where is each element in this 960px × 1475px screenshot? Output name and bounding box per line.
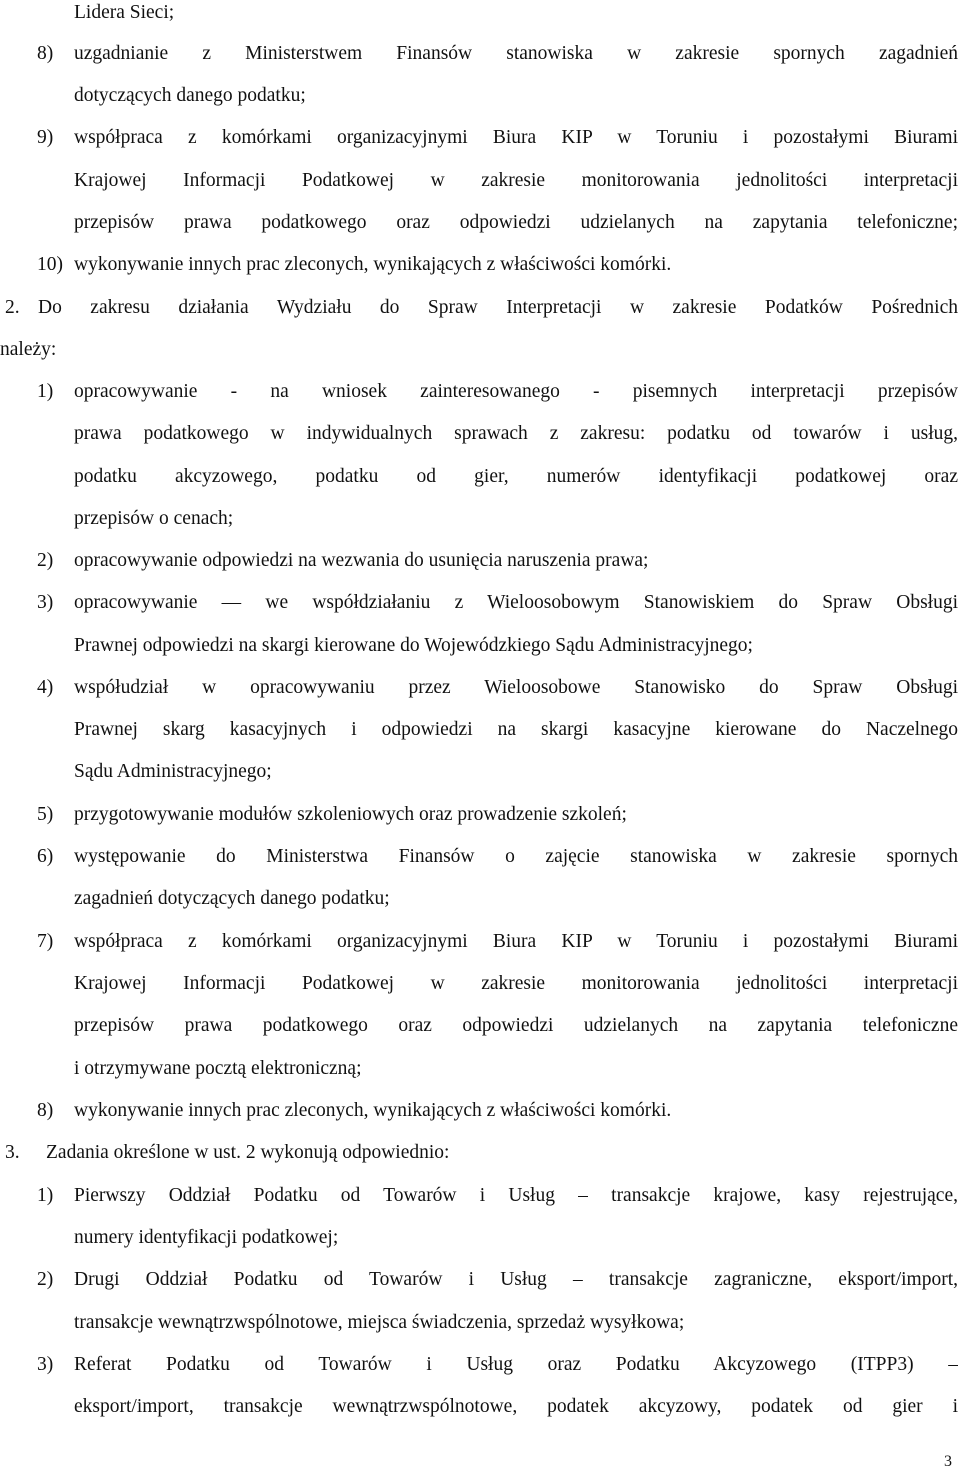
text-line — [0, 751, 960, 793]
line-text: przepisów prawa podatkowego oraz odpowiedzi udzielanych na zapytania telefoniczne — [74, 1015, 958, 1036]
list-item — [0, 794, 960, 836]
list-number: 4) — [37, 677, 54, 698]
list-item — [0, 667, 960, 709]
text-line — [0, 1302, 960, 1344]
text-line — [0, 498, 960, 540]
line-text: opracowywanie odpowiedzi na wezwania do usunięcia naruszenia prawa; — [74, 550, 649, 571]
text-line — [0, 963, 960, 1005]
text-line — [0, 1386, 960, 1428]
line-text: numery identyfikacji podatkowej; — [74, 1227, 339, 1248]
list-item — [0, 1259, 960, 1301]
line-text: Lidera Sieci; — [74, 2, 175, 23]
list-item — [0, 33, 960, 75]
line-text: przepisów prawa podatkowego oraz odpowiedzi udzielanych na zapytania telefoniczne; — [74, 212, 958, 233]
text-line — [0, 0, 960, 34]
text-line — [0, 160, 960, 202]
section-heading-line — [0, 1132, 960, 1174]
list-number: 2) — [37, 1269, 54, 1290]
text-line — [0, 709, 960, 751]
line-text: współpraca z komórkami organizacyjnymi Biura KIP w Toruniu i pozostałymi Biurami — [74, 931, 958, 952]
line-text: wykonywanie innych prac zleconych, wynikających z właściwości komórki. — [74, 254, 672, 275]
line-text: opracowywanie — we współdziałaniu z Wieloosobowym Stanowiskiem do Spraw Obsługi — [74, 592, 958, 613]
line-text: podatku akcyzowego, podatku od gier, numerów identyfikacji podatkowej oraz — [74, 466, 958, 487]
line-text: współudział w opracowywaniu przez Wieloosobowe Stanowisko do Spraw Obsługi — [74, 677, 958, 698]
page-number: 3 — [944, 1453, 952, 1470]
line-text: zagadnień dotyczących danego podatku; — [74, 888, 390, 909]
text-line — [0, 625, 960, 667]
line-text: wykonywanie innych prac zleconych, wynikających z właściwości komórki. — [74, 1100, 672, 1121]
line-text: opracowywanie - na wniosek zainteresowanego - pisemnych interpretacji przepisów — [74, 381, 958, 402]
list-number: 7) — [37, 931, 54, 952]
text-line — [0, 456, 960, 498]
list-number: 6) — [37, 846, 54, 867]
line-text: Drugi Oddział Podatku od Towarów i Usług – transakcje zagraniczne, eksport/import, — [74, 1269, 958, 1290]
list-item — [0, 1344, 960, 1386]
list-item — [0, 921, 960, 963]
text-line — [0, 1005, 960, 1047]
line-text: Do zakresu działania Wydziału do Spraw Interpretacji w zakresie Podatków Pośrednich — [38, 297, 958, 318]
list-number: 10) — [37, 254, 63, 275]
line-text: Krajowej Informacji Podatkowej w zakresie monitorowania jednolitości interpretacji — [74, 170, 958, 191]
list-number: 3) — [37, 1354, 54, 1375]
list-number: 8) — [37, 1100, 54, 1121]
line-text: Zadania określone w ust. 2 wykonują odpowiednio: — [46, 1142, 450, 1163]
line-text: eksport/import, transakcje wewnątrzwspólnotowe, podatek akcyzowy, podatek od gier i — [74, 1396, 958, 1417]
text-line — [0, 413, 960, 455]
line-text: Sądu Administracyjnego; — [74, 761, 272, 782]
line-text: Prawnej odpowiedzi na skargi kierowane do Wojewódzkiego Sądu Administracyjnego; — [74, 635, 753, 656]
text-line — [0, 1217, 960, 1259]
list-number: 5) — [37, 804, 54, 825]
list-number: 2) — [37, 550, 54, 571]
line-text: przygotowywanie modułów szkoleniowych oraz prowadzenie szkoleń; — [74, 804, 627, 825]
list-number: 8) — [37, 43, 54, 64]
list-number: 9) — [37, 127, 54, 148]
list-item — [0, 1090, 960, 1132]
text-line — [0, 878, 960, 920]
line-text: uzgadnianie z Ministerstwem Finansów stanowiska w zakresie spornych zagadnień — [74, 43, 958, 64]
line-text: należy: — [0, 339, 57, 360]
text-line — [0, 202, 960, 244]
list-number: 3) — [37, 592, 54, 613]
list-number: 1) — [37, 1185, 54, 1206]
section-number: 3. — [5, 1142, 20, 1163]
line-text: i otrzymywane pocztą elektroniczną; — [74, 1058, 362, 1079]
line-text: Krajowej Informacji Podatkowej w zakresie monitorowania jednolitości interpretacji — [74, 973, 958, 994]
line-text: Referat Podatku od Towarów i Usług oraz Podatku Akcyzowego (ITPP3) – — [74, 1354, 958, 1375]
list-item — [0, 1175, 960, 1217]
list-item — [0, 582, 960, 624]
line-text: Prawnej skarg kasacyjnych i odpowiedzi na skargi kasacyjne kierowane do Naczelnego — [74, 719, 958, 740]
text-line — [0, 1048, 960, 1090]
line-text: Pierwszy Oddział Podatku od Towarów i Usług – transakcje krajowe, kasy rejestrujące, — [74, 1185, 958, 1206]
list-item — [0, 244, 960, 286]
list-number: 1) — [37, 381, 54, 402]
list-item — [0, 117, 960, 159]
line-text: przepisów o cenach; — [74, 508, 234, 529]
line-text: występowanie do Ministerstwa Finansów o zajęcie stanowiska w zakresie spornych — [74, 846, 958, 867]
text-line — [0, 329, 960, 371]
list-item — [0, 540, 960, 582]
text-line — [0, 75, 960, 117]
section-heading-line — [0, 287, 960, 329]
line-text: współpraca z komórkami organizacyjnymi Biura KIP w Toruniu i pozostałymi Biurami — [74, 127, 958, 148]
line-text: prawa podatkowego w indywidualnych sprawach z zakresu: podatku od towarów i usług, — [74, 423, 958, 444]
line-text: transakcje wewnątrzwspólnotowe, miejsca świadczenia, sprzedaż wysyłkowa; — [74, 1312, 685, 1333]
section-number: 2. — [5, 297, 20, 318]
list-item — [0, 371, 960, 413]
list-item — [0, 836, 960, 878]
line-text: dotyczących danego podatku; — [74, 85, 306, 106]
